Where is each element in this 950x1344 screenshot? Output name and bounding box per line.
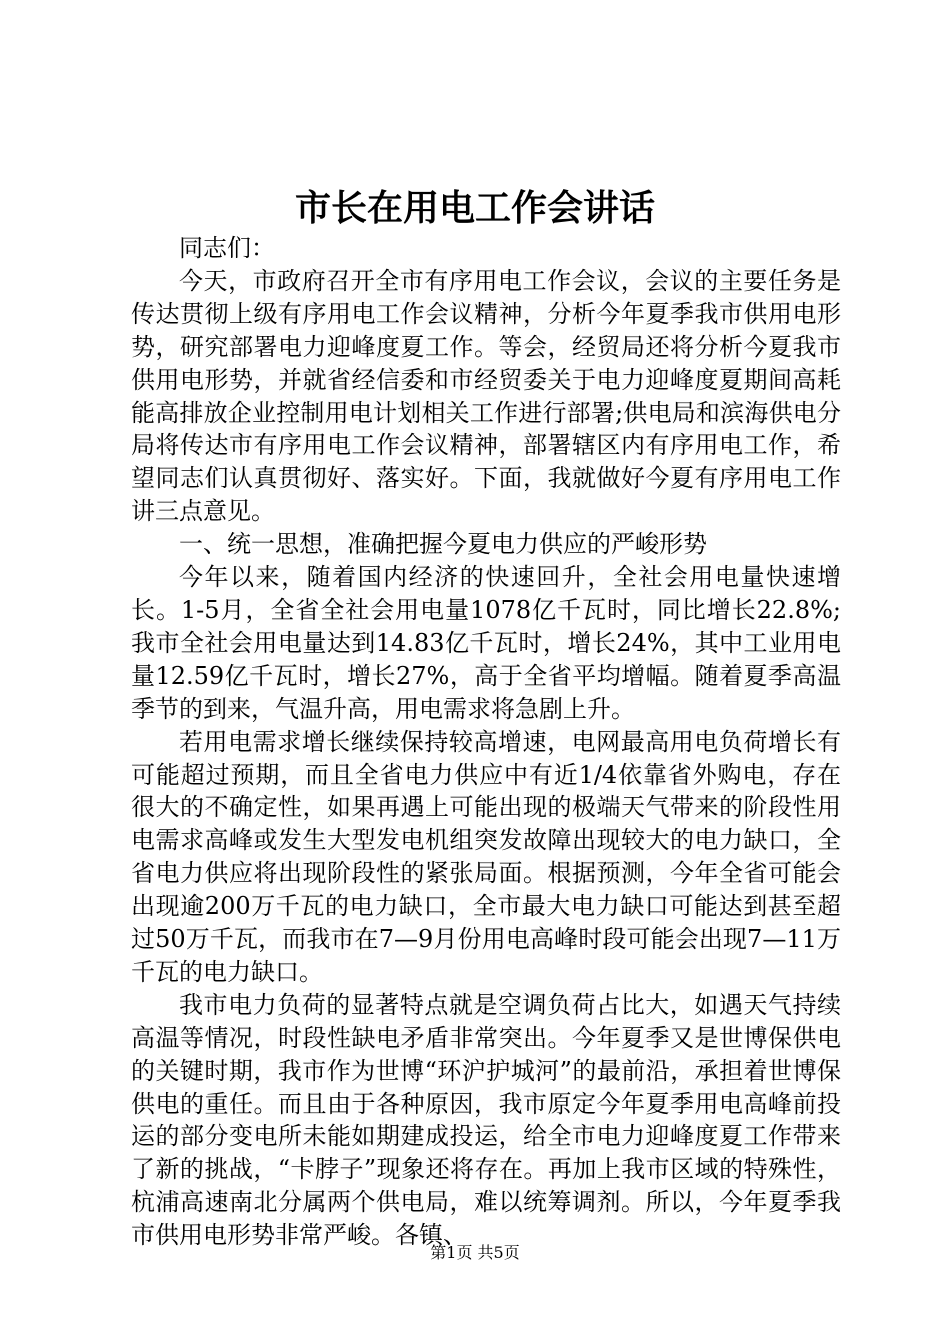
- document-body: [131, 232, 841, 1252]
- page-footer: 第1页 共5页: [430, 1243, 520, 1262]
- body-paragraph: 今年以来，随着国内经济的快速回升，全社会用电量快速增长。1-5月，全省全社会用电量1078亿千瓦时，同比增长22.8%;我市全社会用电量达到14.83亿千瓦时，增长24%，其中工业用电量12.59亿千瓦时，增长27%，高于全省平均增幅。随着夏季高温季节的到来，气温升高，用电需求将急剧上升。: [131, 563, 841, 723]
- salutation-paragraph: 同志们：: [179, 234, 275, 262]
- document-title: 市长在用电工作会讲话: [294, 187, 655, 229]
- body-paragraph: 我市电力负荷的显著特点就是空调负荷占比大，如遇天气持续高温等情况，时段性缺电矛盾非常突出。今年夏季又是世博保供电的关键时期，我市作为世博“环沪护城河”的最前沿，承担着世博保供电的重任。而且由于各种原因，我市原定今年夏季用电高峰前投运的部分变电所未能如期建成投运，给全市电力迎峰度夏工作带来了新的挑战，“卡脖子”现象还将存在。再加上我市区域的特殊性，杭浦高速南北分属两个供电局，难以统筹调剂。所以，今年夏季我市供用电形势非常严峻。各镇、: [131, 990, 841, 1250]
- section-heading: 一、统一思想，准确把握今夏电力供应的严峻形势: [179, 530, 707, 559]
- body-paragraph: 若用电需求增长继续保持较高增速，电网最高用电负荷增长有可能超过预期，而且全省电力供应中有近1/4依靠省外购电，存在很大的不确定性，如果再遇上可能出现的极端天气带来的阶段性用电需求高峰或发生大型发电机组突发故障出现较大的电力缺口，全省电力供应将出现阶段性的紧张局面。根据预测，今年全省可能会出现逾200万千瓦的电力缺口，全市最大电力缺口可能达到甚至超过50万千瓦，而我市在7—9月份用电高峰时段可能会出现7—11万千瓦的电力缺口。: [131, 727, 841, 986]
- body-paragraph: 今天，市政府召开全市有序用电工作会议，会议的主要任务是传达贯彻上级有序用电工作会议精神，分析今年夏季我市供用电形势，研究部署电力迎峰度夏工作。等会，经贸局还将分析今夏我市供用电形势，并就省经信委和市经贸委关于电力迎峰度夏期间高耗能高排放企业控制用电计划相关工作进行部署;供电局和滨海供电分局将传达市有序用电工作会议精神，部署辖区内有序用电工作，希望同志们认真贯彻好、落实好。下面，我就做好今夏有序用电工作讲三点意见。: [131, 266, 841, 526]
